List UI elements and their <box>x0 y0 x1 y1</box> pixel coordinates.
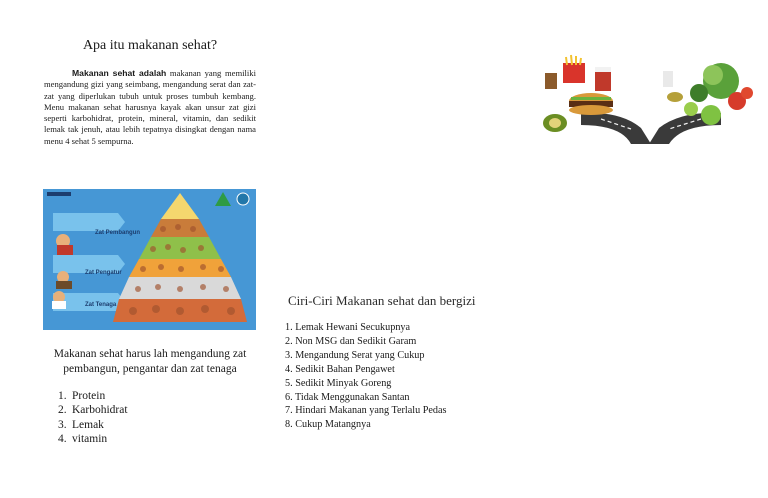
ciri-title: Ciri-Ciri Makanan sehat dan bergizi <box>288 293 476 308</box>
list-item: 2. Karbohidrat <box>58 404 128 417</box>
ciri-list <box>285 321 447 432</box>
list-item: 4. Sedikit Bahan Pengawet <box>285 363 395 375</box>
list-item: 6. Tidak Menggunakan Santan <box>285 391 410 403</box>
list-item: 8. Cukup Matangnya <box>285 419 371 431</box>
intro-bold-term: Makanan sehat adalah <box>72 68 167 78</box>
intro-paragraph <box>44 68 256 147</box>
list-item: 7. Hindari Makanan yang Terlalu Pedas <box>285 405 447 417</box>
list-item: 5. Sedikit Minyak Goreng <box>285 377 392 389</box>
summary-text: Makanan sehat harus lah mengandung zat pembangun, pengantar dan zat tenaga <box>53 348 247 375</box>
list-item: 1. Lemak Hewani Secukupnya <box>285 322 411 333</box>
list-item: 2. Non MSG dan Sedikit Garam <box>285 335 417 347</box>
intro-text: makanan yang memiliki mengandung gizi yang seimbang, mengandung serat dan zat-zat yang diperlukan tubuh untuk proses tumbuh kembang. Menu makanan sehat harusnya kayak akan unsur zat gizi seperti karbohidrat, protein, mineral, vitamin, dan sedikit lemak tak jenuh, atau lebih tepatnya disingkat dengan nama menu 4 sehat 5 sempurna. <box>44 68 256 146</box>
list-item: 3. Mengandung Serat yang Cukup <box>285 349 425 361</box>
page-title: Apa itu makanan sehat? <box>82 38 218 53</box>
pyramid-label-pengatur: Zat Pengatur <box>85 270 122 276</box>
list-item: 3. Lemak <box>58 418 104 431</box>
food-pyramid-image <box>43 189 256 330</box>
nutrient-list <box>58 389 128 447</box>
list-item: 4. vitamin <box>58 433 108 446</box>
pyramid-label-pembangun: Zat Pembangun <box>95 230 141 236</box>
list-item: 1. Protein <box>58 390 106 402</box>
pyramid-label-tenaga: Zat Tenaga <box>85 302 117 308</box>
healthy-vs-junk-food-image <box>541 53 753 144</box>
